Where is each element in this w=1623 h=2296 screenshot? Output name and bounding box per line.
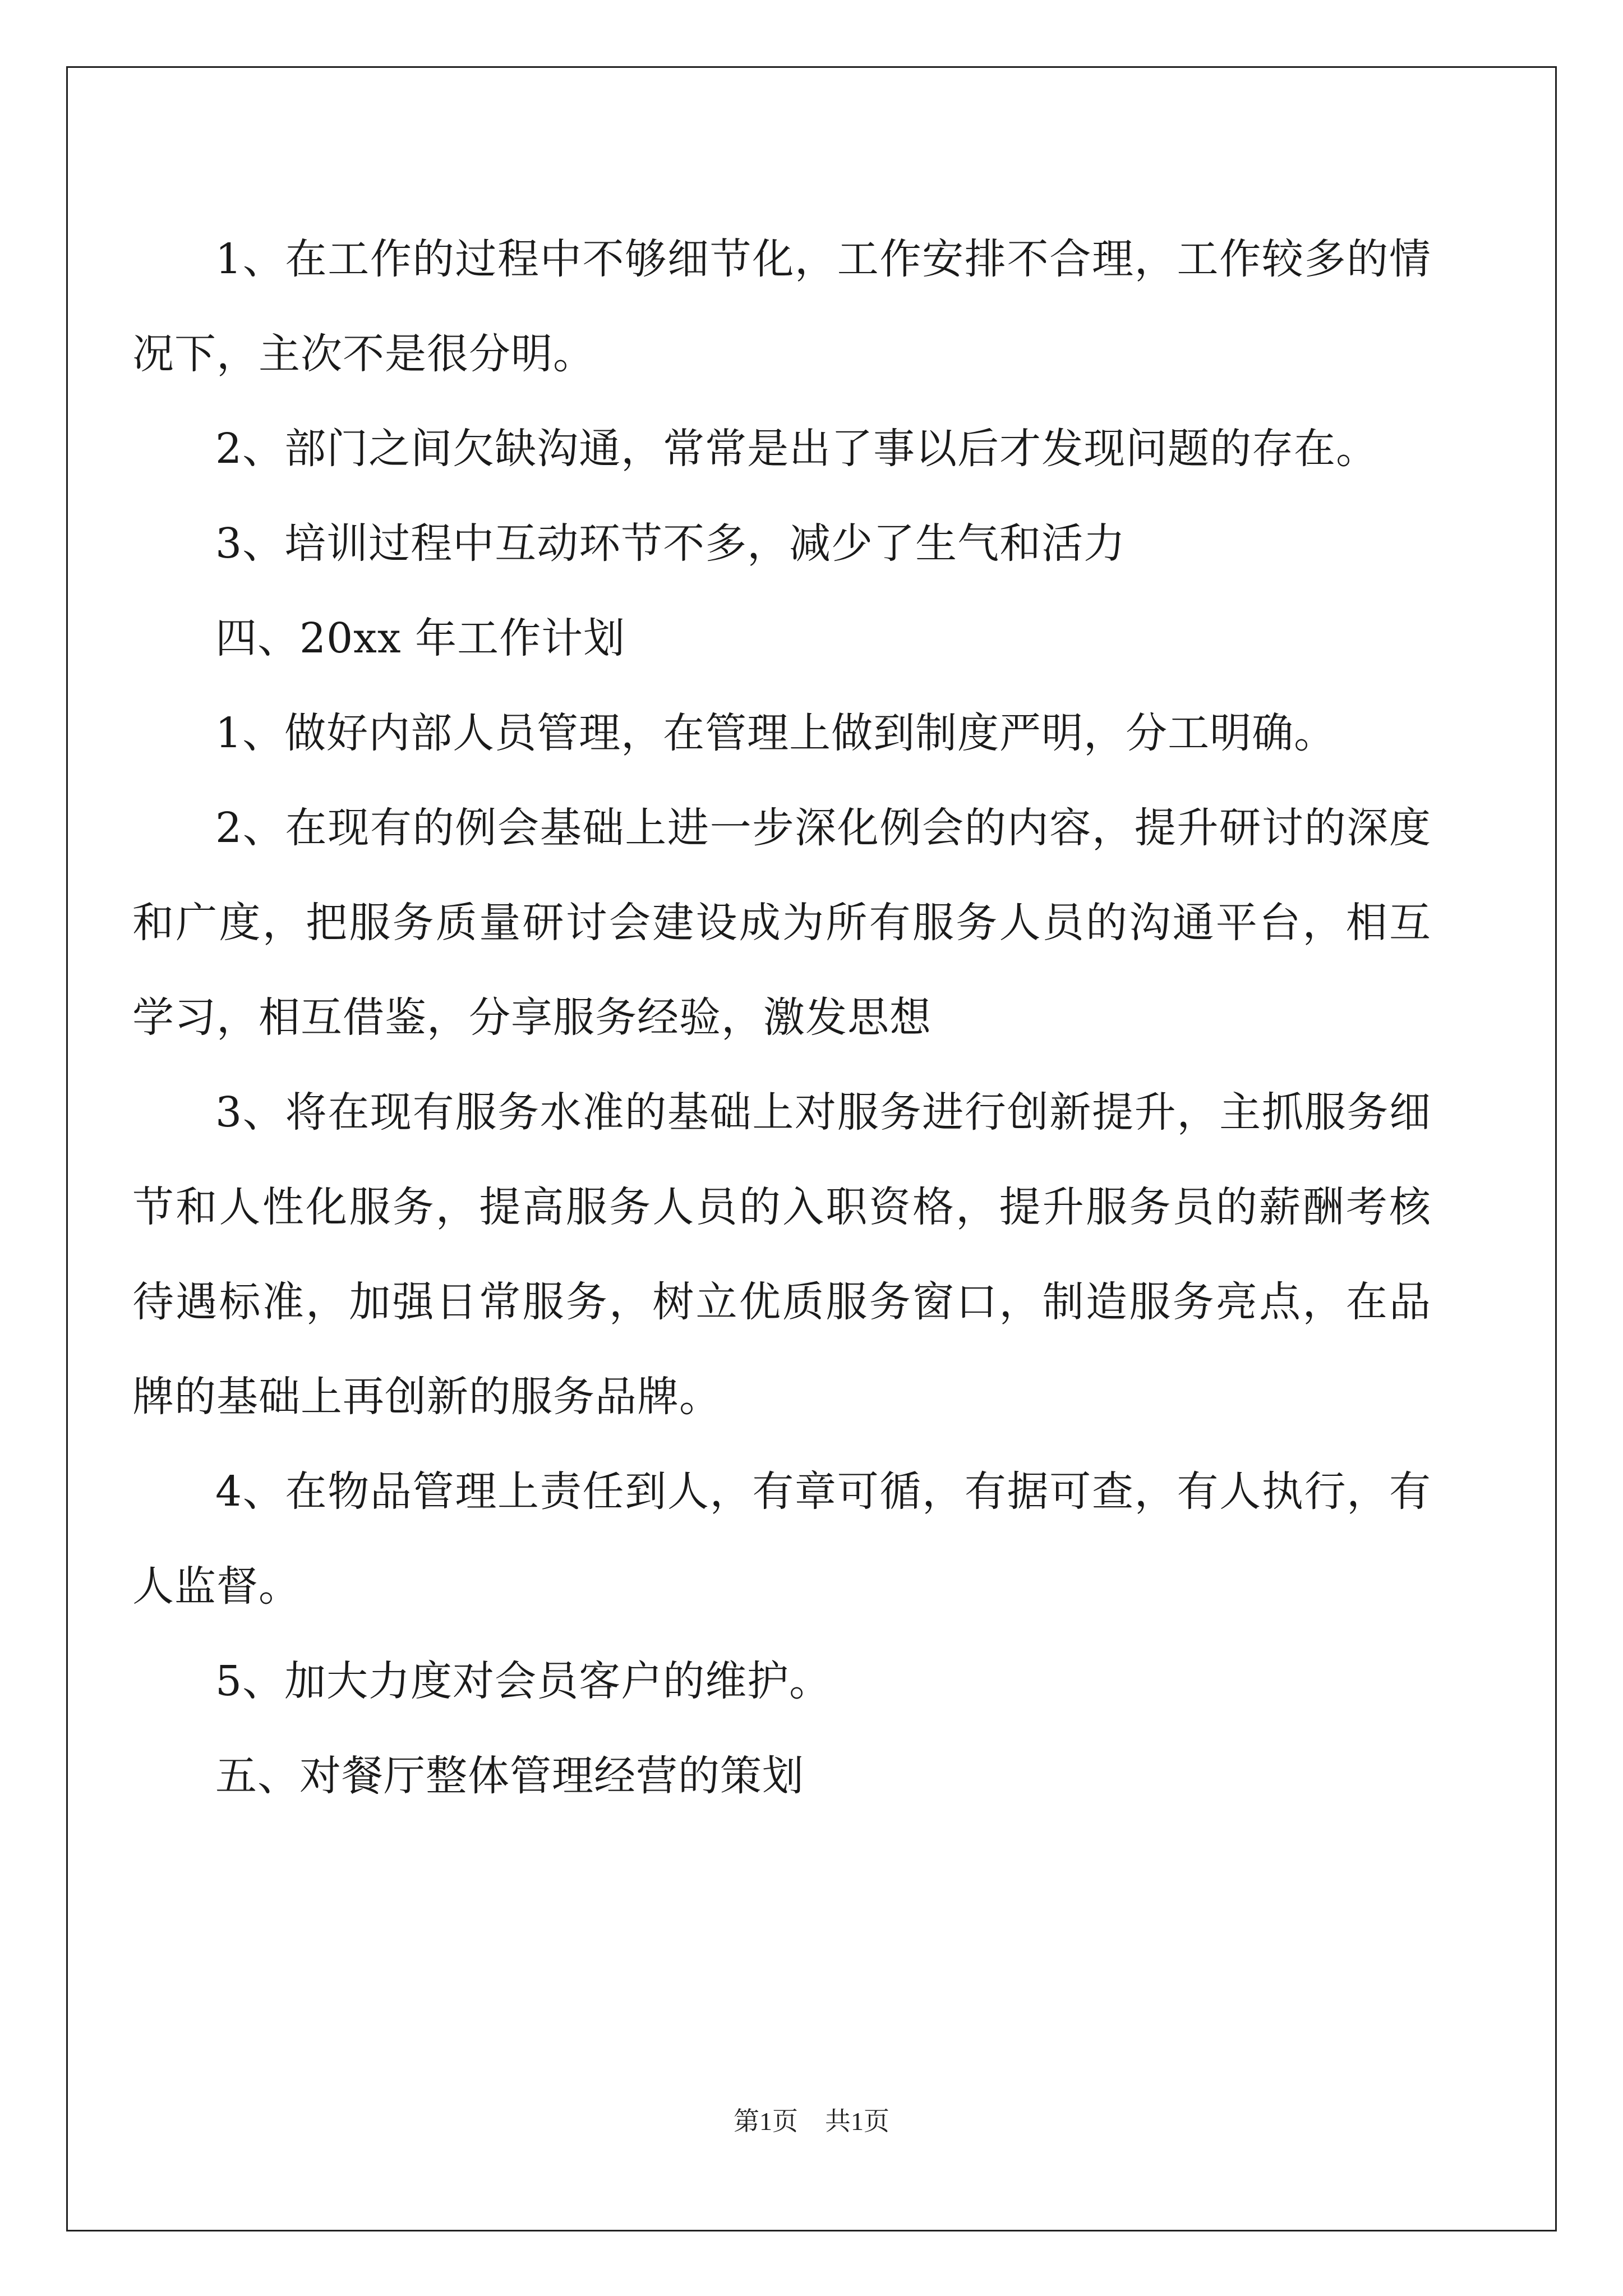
paragraph-problem-2: 2、部门之间欠缺沟通，常常是出了事以后才发现问题的存在。 — [215, 425, 1378, 473]
page-total-label: 共1页 — [825, 2107, 889, 2136]
paragraph-plan-3: 3、将在现有服务水准的基础上对服务进行创新提升，主抓服务细节和人性化服务，提高服务人员的入职资格，提升服务员的薪酬考核待遇标准，加强日常服务，树立优质服务窗口，制造服务亮点，在品牌的基础上再创新的服务品牌。 — [132, 1088, 1431, 1421]
section-heading-work-plan: 四、20xx 年工作计划 — [215, 614, 626, 662]
paragraph-plan-2: 2、在现有的例会基础上进一步深化例会的内容，提升研讨的深度和广度，把服务质量研讨会建设成为所有服务人员的沟通平台，相互学习，相互借鉴，分享服务经验，激发思想 — [132, 804, 1431, 1042]
page-footer — [0, 2105, 1623, 2138]
paragraph-plan-5: 5、加大力度对会员客户的维护。 — [215, 1657, 832, 1705]
document-body — [132, 212, 1431, 1824]
paragraph-problem-3: 3、培训过程中互动环节不多，减少了生气和活力 — [215, 519, 1126, 568]
page-number-label: 第1页 — [734, 2107, 798, 2136]
paragraph-plan-1: 1、做好内部人员管理，在管理上做到制度严明，分工明确。 — [215, 709, 1336, 757]
paragraph-plan-4: 4、在物品管理上责任到人，有章可循，有据可查，有人执行，有人监督。 — [132, 1467, 1431, 1611]
paragraph-problem-1: 1、在工作的过程中不够细节化，工作安排不合理，工作较多的情况下，主次不是很分明。 — [132, 235, 1431, 378]
section-heading-restaurant-strategy: 五、对餐厅整体管理经营的策划 — [215, 1752, 804, 1800]
